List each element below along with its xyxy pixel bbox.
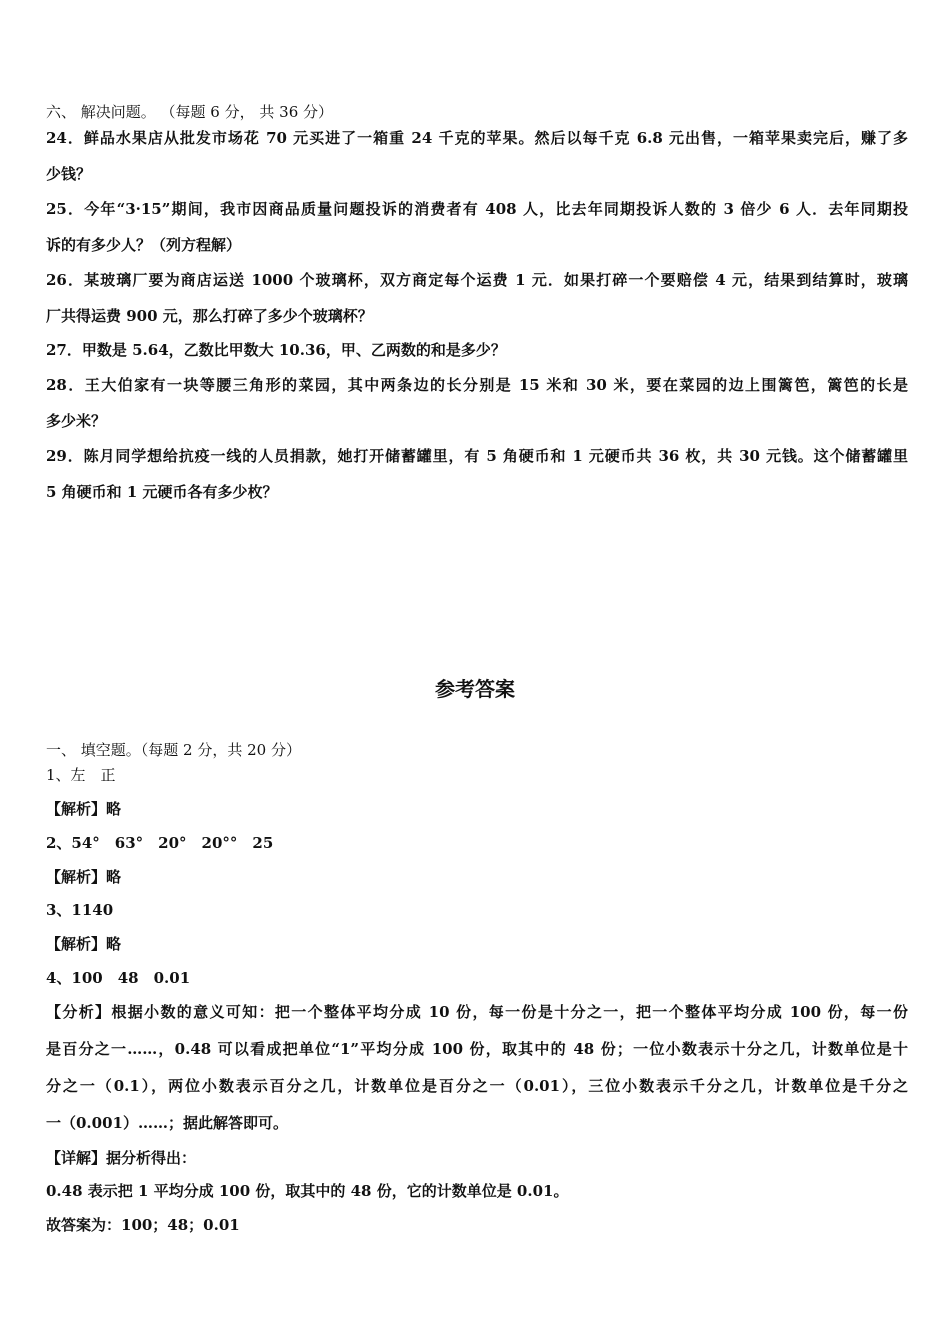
answer-4-fenxi-line-2: 是百分之一……，0.48 可以看成把单位“1”平均分成 100 份，取其中的 48 份；一位小数表示十分之几，计数单位是十 [46,1040,908,1058]
question-25-line-1: 25．今年“3·15”期间，我市因商品质量问题投诉的消费者有 408 人，比去年同期投诉人数的 3 倍少 6 人．去年同期投 [46,200,908,218]
question-26-line-2: 厂共得运费 900 元，那么打碎了多少个玻璃杯？ [46,307,373,325]
answer-3: 3、1140 [46,901,114,919]
question-28-line-1: 28．王大伯家有一块等腰三角形的菜园，其中两条边的长分别是 15 米和 30 米，要在菜园的边上围篱笆，篱笆的长是 [46,376,908,394]
answer-2-analysis: 【解析】略 [46,868,122,886]
answers-section-heading: 一、 填空题。（每题 2 分，共 20 分） [46,741,301,759]
question-27: 27．甲数是 5.64，乙数比甲数大 10.36，甲、乙两数的和是多少？ [46,341,506,359]
answer-4: 4、100 48 0.01 [46,969,191,987]
question-29-line-2: 5 角硬币和 1 元硬币各有多少枚？ [46,483,278,501]
answer-4-detail: 0.48 表示把 1 平均分成 100 份，取其中的 48 份，它的计数单位是 0.01。 [46,1182,569,1200]
answer-1: 1、左 正 [46,766,116,784]
questions-section-heading: 六、 解决问题。 （每题 6 分， 共 36 分） [46,103,334,121]
answer-4-fenxi-line-1: 【分析】根据小数的意义可知：把一个整体平均分成 10 份，每一份是十分之一，把一个整体平均分成 100 份，每一份 [46,1003,908,1021]
question-24-line-2: 少钱？ [46,165,92,183]
question-26-line-1: 26．某玻璃厂要为商店运送 1000 个玻璃杯，双方商定每个运费 1 元．如果打碎一个要赔偿 4 元，结果到结算时，玻璃 [46,271,908,289]
answer-4-fenxi-line-3: 分之一（0.1），两位小数表示百分之几，计数单位是百分之一（0.01），三位小数表示千分之几，计数单位是千分之 [46,1077,908,1095]
answer-3-analysis: 【解析】略 [46,935,122,953]
answers-title: 参考答案 [435,677,515,701]
answer-4-xiangjie: 【详解】据分析得出： [46,1149,197,1167]
question-28-line-2: 多少米？ [46,412,107,430]
answer-2: 2、54° 63° 20° 20°° 25 [46,834,274,852]
answer-4-fenxi-line-4: 一（0.001）……；据此解答即可。 [46,1114,288,1132]
question-29-line-1: 29．陈月同学想给抗疫一线的人员捐款，她打开储蓄罐里，有 5 角硬币和 1 元硬币共 36 枚，共 30 元钱。这个储蓄罐里 [46,447,908,465]
answer-4-conclusion: 故答案为：100；48；0.01 [46,1216,240,1234]
answer-1-analysis: 【解析】略 [46,800,122,818]
question-24-line-1: 24．鲜品水果店从批发市场花 70 元买进了一箱重 24 千克的苹果。然后以每千克 6.8 元出售，一箱苹果卖完后，赚了多 [46,129,908,147]
question-25-line-2: 诉的有多少人？（列方程解） [46,236,242,254]
